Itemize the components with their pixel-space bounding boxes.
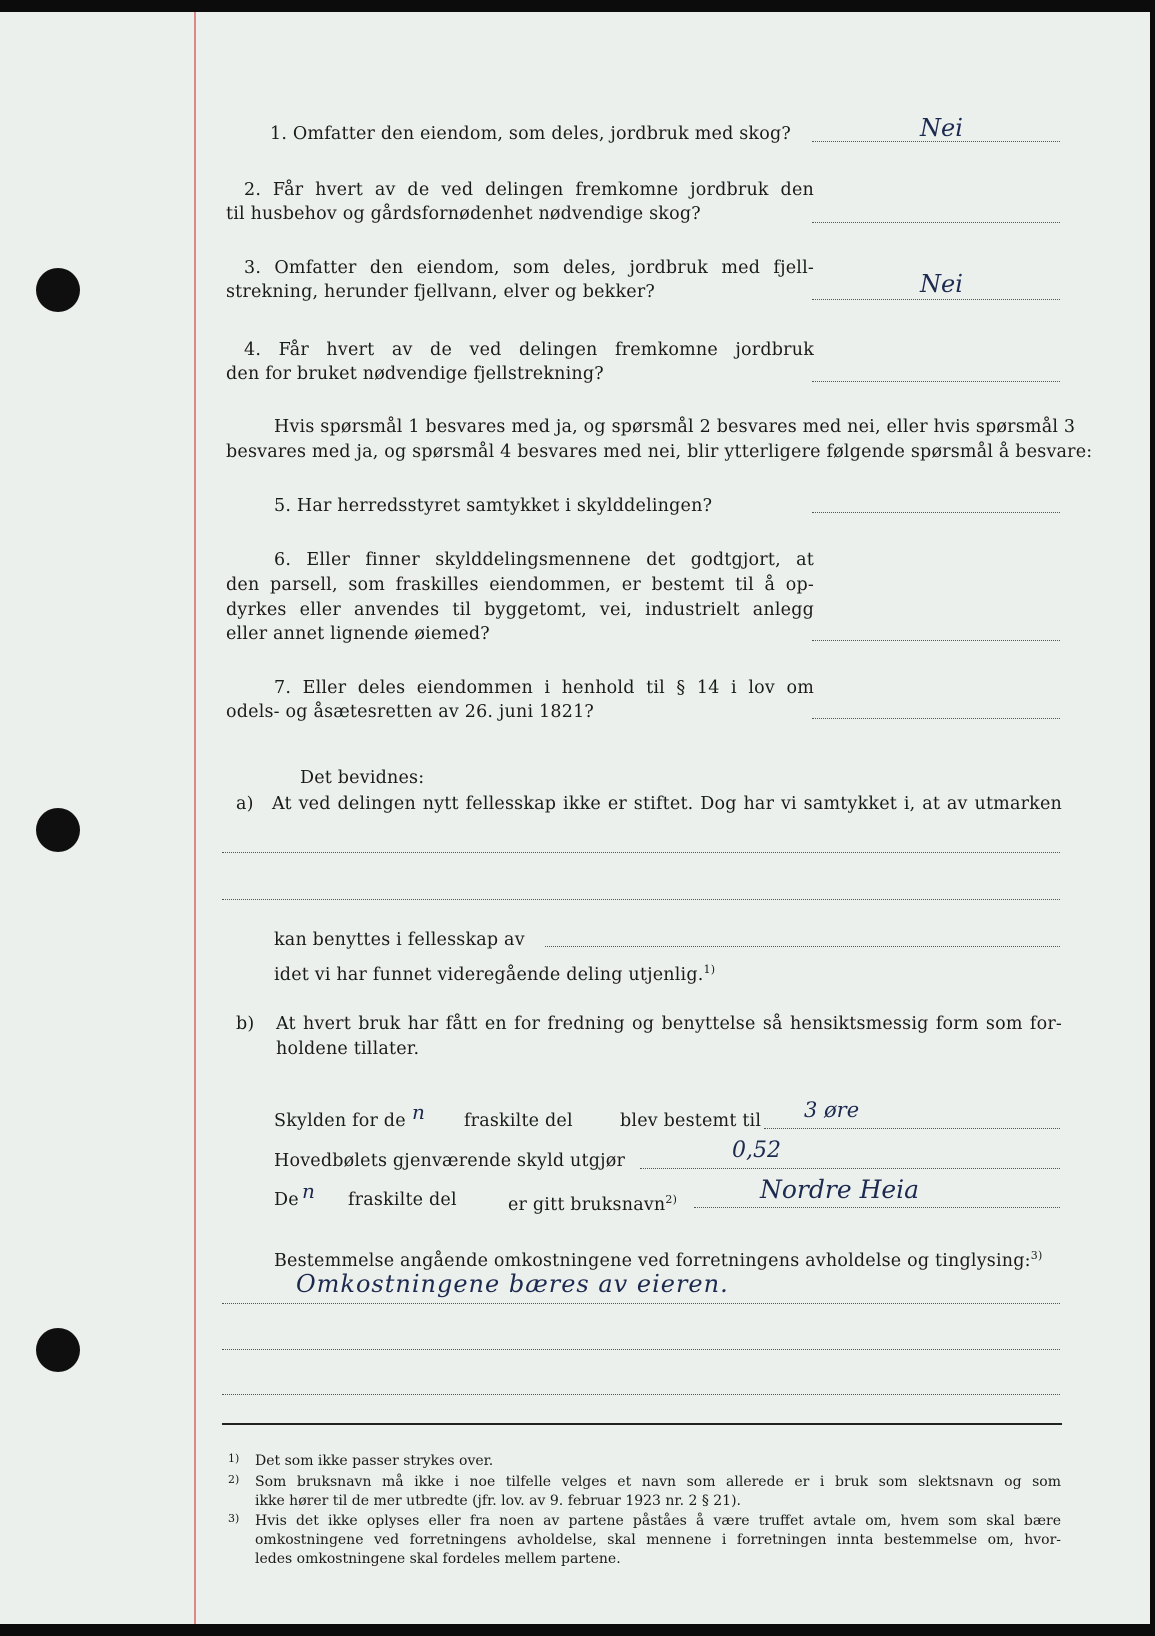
costs-value: Omkostningene bæres av eieren. <box>296 1270 729 1298</box>
further-division-text: idet vi har funnet videregående deling utjenlig.$^{1)}$ <box>274 963 716 985</box>
costs-line-2 <box>222 1349 1060 1350</box>
footnote-mark: 3) <box>228 1512 240 1525</box>
item-b-label: b) <box>236 1014 255 1034</box>
answer-line-2 <box>812 222 1060 223</box>
bruksnavn-label: er gitt bruksnavn$^{2)}$ <box>508 1193 678 1215</box>
costs-line-3 <box>222 1394 1060 1395</box>
footnote-mark: 2) <box>228 1473 240 1486</box>
question-3-line-2: strekning, herunder fjellvann, elver og bekker? <box>226 282 655 302</box>
footnote-ref-3: 3) <box>1030 1249 1043 1262</box>
question-4-line-1: 4. Får hvert av de ved delingen fremkomne jordbruk <box>244 340 814 360</box>
certification-heading: Det bevidnes: <box>300 768 425 788</box>
punch-hole-top <box>36 268 80 312</box>
footnote-line: omkostningene ved forretningens avholdelse, skal mennene i forretningen innta bestemmelse om, hvor- <box>255 1532 1061 1548</box>
question-6-line-3: dyrkes eller anvendes til byggetomt, vei, industrielt anlegg <box>226 600 814 620</box>
skyld-value: 3 øre <box>804 1098 860 1122</box>
answer-line-4 <box>812 381 1060 382</box>
costs-line-1 <box>222 1303 1060 1304</box>
footnote-ref-1: 1) <box>703 963 716 976</box>
shared-use-label: kan benyttes i fellesskap av <box>274 930 525 950</box>
footnote-mark: 1) <box>228 1452 240 1465</box>
costs-label: Bestemmelse angående omkostningene ved forretningens avholdelse og tinglysing:$^{3)}$ <box>274 1249 1043 1271</box>
answer-line-7 <box>812 718 1060 719</box>
answer-line-3 <box>812 299 1060 300</box>
question-2-line-2: til husbehov og gårdsfornødenhet nødvendige skog? <box>226 204 701 224</box>
hovedbol-label: Hovedbølets gjenværende skyld utgjør <box>274 1151 626 1171</box>
bruksnavn-mid: fraskilte del <box>348 1190 457 1210</box>
hovedbol-value: 0,52 <box>732 1138 781 1163</box>
footnote-line: ledes omkostningene skal fordeles mellem partene. <box>255 1551 621 1567</box>
bruksnavn-line <box>694 1207 1060 1208</box>
question-4-line-2: den for bruket nødvendige fjellstrekning? <box>226 364 604 384</box>
skyld-line <box>764 1128 1060 1129</box>
margin-line <box>194 12 196 1624</box>
question-6-line-1: 6. Eller finner skylddelingsmennene det godtgjort, at <box>274 550 814 570</box>
footnote-ref-2: 2) <box>665 1193 678 1206</box>
footnote-separator <box>222 1423 1062 1425</box>
bruksnavn-value: Nordre Heia <box>760 1175 920 1204</box>
blank-line-a2 <box>222 899 1060 900</box>
question-6-line-4: eller annet lignende øiemed? <box>226 624 490 644</box>
footnote-line: Som bruksnavn må ikke i noe tilfelle velges et navn som allerede er i bruk som slektsnavn og som <box>255 1474 1061 1490</box>
question-5: 5. Har herredsstyret samtykket i skylddelingen? <box>274 496 713 516</box>
item-a-text: At ved delingen nytt fellesskap ikke er stiftet. Dog har vi samtykket i, at av utmarken <box>272 794 1062 814</box>
footnote-line: ikke hører til de mer utbredte (jfr. lov. av 9. februar 1923 nr. 2 § 21). <box>255 1493 742 1509</box>
answer-line-5 <box>812 512 1060 513</box>
shared-use-line <box>545 946 1060 947</box>
skyld-suffix: blev bestemt til <box>620 1111 762 1131</box>
skyld-hand-n: n <box>412 1100 425 1124</box>
answer-1: Nei <box>920 114 963 142</box>
question-6-line-2: den parsell, som fraskilles eiendommen, er bestemt til å op- <box>226 575 814 595</box>
punch-hole-middle <box>36 808 80 852</box>
footnote-line: Hvis det ikke oplyses eller fra noen av partene påståes å være truffet avtale om, hvem som skal bære <box>255 1513 1061 1529</box>
item-a-label: a) <box>236 794 254 814</box>
skyld-prefix: Skylden for de <box>274 1111 406 1131</box>
bruksnavn-hand-n: n <box>302 1179 315 1203</box>
instruction-line-2: besvares med ja, og spørsmål 4 besvares med nei, blir ytterligere følgende spørsmål å besvare: <box>226 442 1093 462</box>
blank-line-a1 <box>222 852 1060 853</box>
question-1: 1. Omfatter den eiendom, som deles, jordbruk med skog? <box>270 124 791 144</box>
item-b-line-1: At hvert bruk har fått en for fredning og benyttelse så hensiktsmessig form som for- <box>276 1014 1062 1034</box>
question-7-line-2: odels- og åsætesretten av 26. juni 1821? <box>226 702 594 722</box>
footnote-line: Det som ikke passer strykes over. <box>255 1453 494 1469</box>
punch-hole-bottom <box>36 1328 80 1372</box>
item-b-line-2: holdene tillater. <box>276 1039 420 1059</box>
hovedbol-line <box>640 1168 1060 1169</box>
answer-3: Nei <box>920 270 963 298</box>
question-2-line-1: 2. Får hvert av de ved delingen fremkomne jordbruk den <box>244 180 814 200</box>
instruction-line-1: Hvis spørsmål 1 besvares med ja, og spørsmål 2 besvares med nei, eller hvis spørsmål 3 <box>274 417 1076 437</box>
skyld-mid: fraskilte del <box>464 1111 573 1131</box>
question-3-line-1: 3. Omfatter den eiendom, som deles, jordbruk med fjell- <box>244 258 814 278</box>
answer-line-6 <box>812 640 1060 641</box>
document-page <box>0 12 1150 1624</box>
question-7-line-1: 7. Eller deles eiendommen i henhold til § 14 i lov om <box>274 678 814 698</box>
bruksnavn-prefix: De <box>274 1190 299 1210</box>
